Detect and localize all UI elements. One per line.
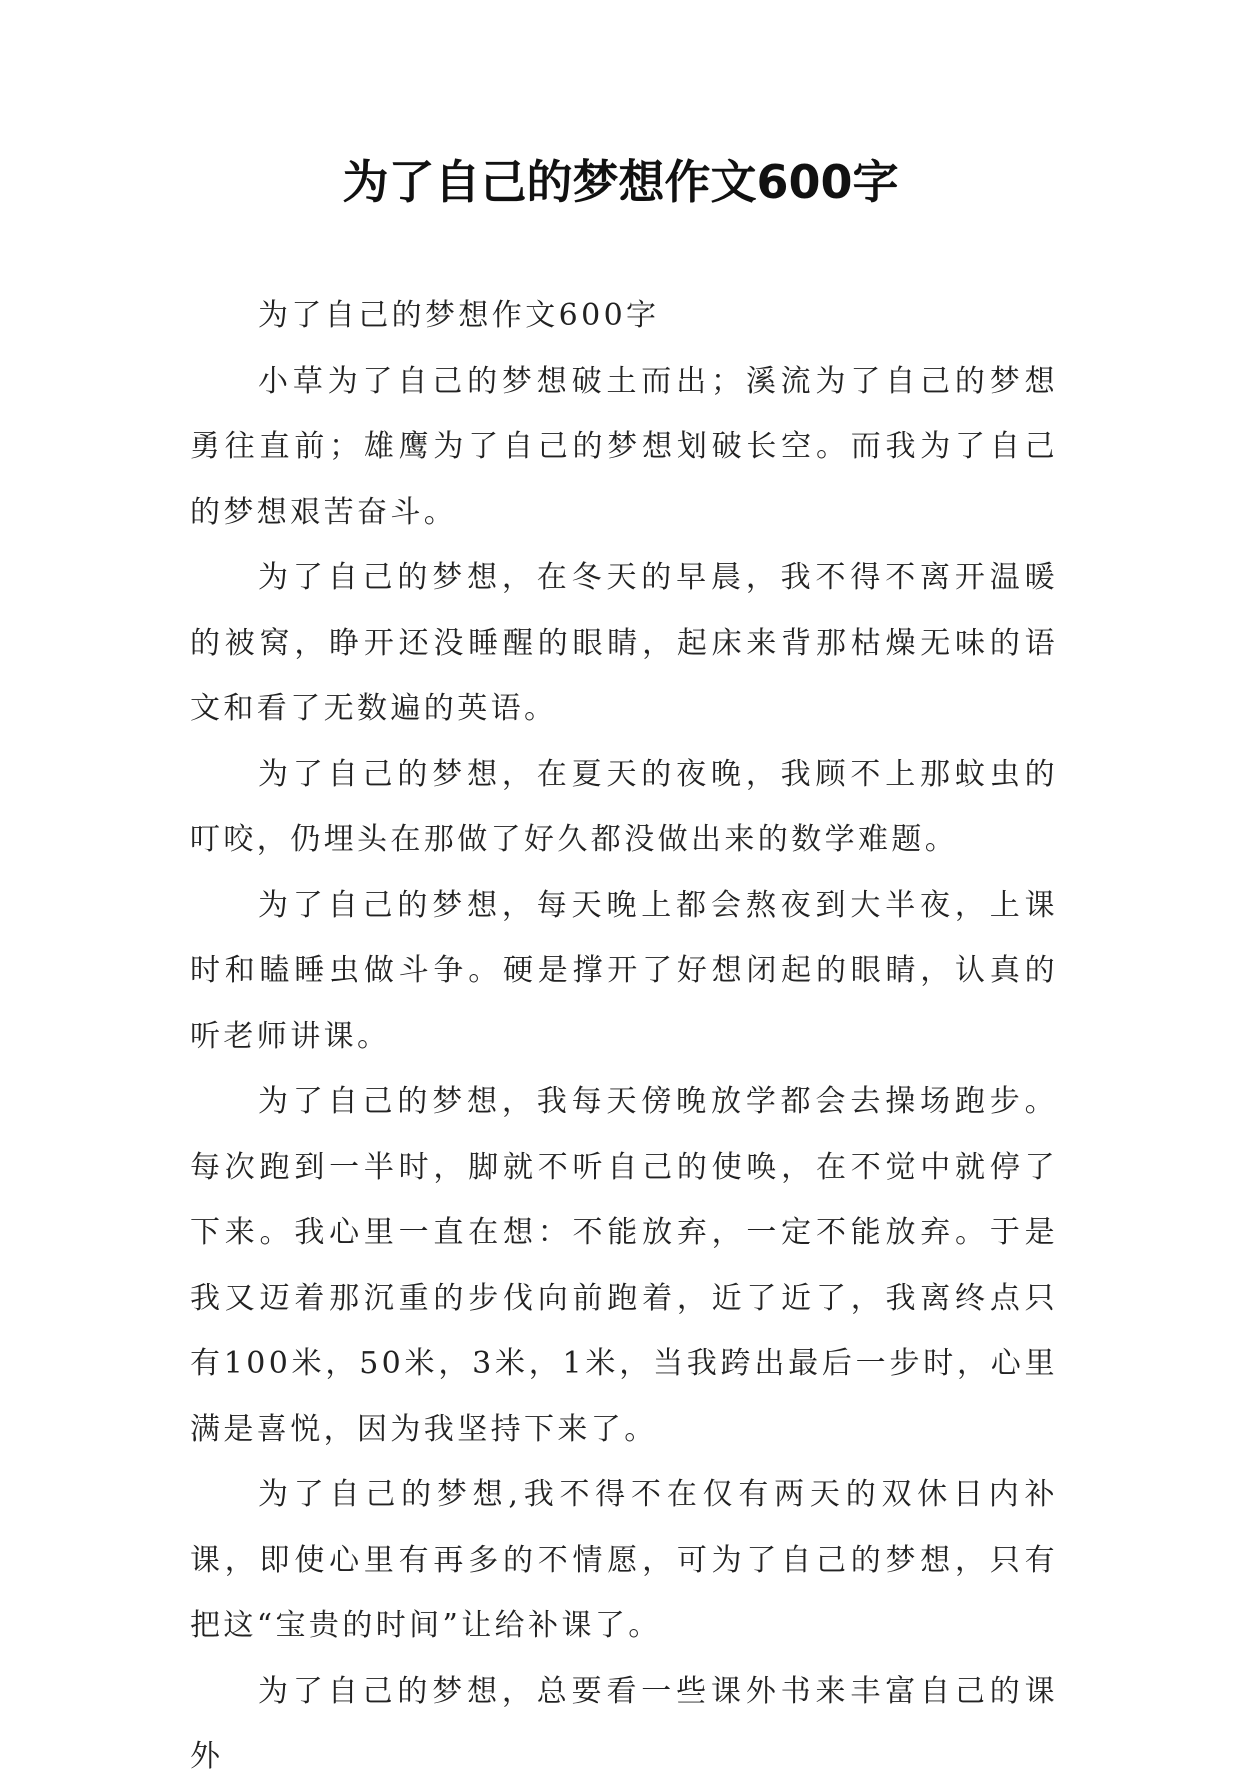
paragraph-intro: 小草为了自己的梦想破土而出；溪流为了自己的梦想勇往直前；雄鹰为了自己的梦想划破长空。而我为了自己的梦想艰苦奋斗。	[190, 363, 1058, 530]
paragraph-winter-morning: 为了自己的梦想，在冬天的早晨，我不得不离开温暖的被窝，睁开还没睡醒的眼睛，起床来背那枯燥无味的语文和看了无数遍的英语。	[190, 560, 1058, 726]
document-title: 为了自己的梦想作文600字	[342, 155, 899, 209]
paragraph-subtitle: 为了自己的梦想作文600字	[258, 298, 660, 333]
paragraph-late-night: 为了自己的梦想，每天晚上都会熬夜到大半夜，上课时和瞌睡虫做斗争。硬是撑开了好想闭起的眼睛，认真的听老师讲课。	[190, 887, 1058, 1054]
paragraph-running: 为了自己的梦想，我每天傍晚放学都会去操场跑步。每次跑到一半时，脚就不听自己的使唤，在不觉中就停了下来。我心里一直在想：不能放弃，一定不能放弃。于是我又迈着那沉重的步伐向前跑着，近了近了，我离终点只有100米，50米，3米，1米，当我跨出最后一步时，心里满是喜悦，因为我坚持下来了。	[190, 1084, 1058, 1447]
paragraph-weekend-class: 为了自己的梦想,我不得不在仅有两天的双休日内补课，即使心里有再多的不情愿，可为了自己的梦想，只有把这“宝贵的时间”让给补课了。	[190, 1477, 1058, 1643]
document-body	[190, 283, 1058, 1790]
paragraph-reading: 为了自己的梦想，总要看一些课外书来丰富自己的课外	[190, 1673, 1058, 1774]
paragraph-summer-night: 为了自己的梦想，在夏天的夜晚，我顾不上那蚊虫的叮咬，仍埋头在那做了好久都没做出来的数学难题。	[190, 756, 1058, 857]
